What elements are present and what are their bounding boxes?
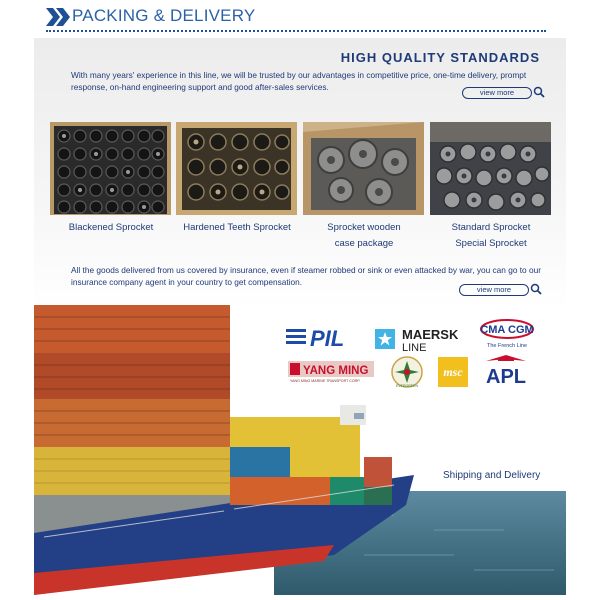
product-caption-line: Hardened Teeth Sprocket xyxy=(183,222,291,233)
msc-logo-text: msc xyxy=(443,365,463,379)
double-chevron-icon xyxy=(46,8,70,26)
view-more-button[interactable]: view more xyxy=(462,87,532,99)
cma-cgm-logo-sub: The French Line xyxy=(486,343,528,349)
apl-logo xyxy=(484,353,528,387)
product-caption-line: Special Sprocket xyxy=(455,238,527,249)
product-caption-line: Standard Sprocket xyxy=(451,222,531,233)
apl-logo-text: APL xyxy=(486,366,526,387)
cma-cgm-logo-text: CMA CGM xyxy=(480,324,534,336)
section-header xyxy=(46,6,546,28)
evergreen-logo xyxy=(390,355,424,389)
pil-logo xyxy=(286,325,366,349)
intro-text: With many years' experience in this line, we will be trusted by our advantages in competitive price, one-time delivery, prompt response, on-hand engineering support and good after-sales services. xyxy=(71,70,527,92)
evergreen-logo-text: EVERGREEN xyxy=(396,384,418,388)
maersk-logo-sub: LINE xyxy=(402,342,427,353)
insurance-text: All the goods delivered from us covered by insurance, even if steamer robbed or sink or even attacked by war, you can go to our insurance company agent in your country to get compensation. xyxy=(71,265,541,287)
yang-ming-logo-sub: YANG MING MARINE TRANSPORT CORP. xyxy=(290,379,361,383)
product-caption-line: Sprocket wooden xyxy=(327,222,401,233)
shipping-banner xyxy=(34,305,566,595)
section-title: PACKING & DELIVERY xyxy=(72,6,256,25)
search-icon[interactable] xyxy=(530,283,542,295)
cma-cgm-logo xyxy=(478,317,536,351)
product-image-blackened-sprocket[interactable] xyxy=(50,122,171,215)
maersk-logo xyxy=(375,325,475,353)
shipping-caption[interactable]: Shipping and Delivery xyxy=(443,470,541,481)
product-caption-4[interactable] xyxy=(428,220,554,252)
product-caption-3[interactable] xyxy=(301,220,427,252)
quality-heading: HIGH QUALITY STANDARDS xyxy=(340,50,540,65)
product-caption-line: Blackened Sprocket xyxy=(68,222,154,233)
product-image-hardened-teeth-sprocket[interactable] xyxy=(176,122,297,215)
quality-panel xyxy=(34,38,566,310)
yang-ming-logo-text: YANG MING xyxy=(303,365,369,377)
maersk-logo-text: MAERSK xyxy=(402,327,459,342)
yang-ming-logo xyxy=(288,361,374,383)
product-caption-1[interactable] xyxy=(48,220,174,236)
product-caption-line: case package xyxy=(334,238,394,249)
view-more-button-2[interactable]: view more xyxy=(459,284,529,296)
search-icon[interactable] xyxy=(533,86,545,98)
product-caption-2[interactable] xyxy=(174,220,300,236)
product-image-wooden-case[interactable] xyxy=(303,122,424,215)
msc-logo xyxy=(438,357,468,387)
dotted-divider xyxy=(46,30,546,32)
pil-logo-text: PIL xyxy=(310,326,345,349)
product-image-standard-sprocket[interactable] xyxy=(430,122,551,215)
